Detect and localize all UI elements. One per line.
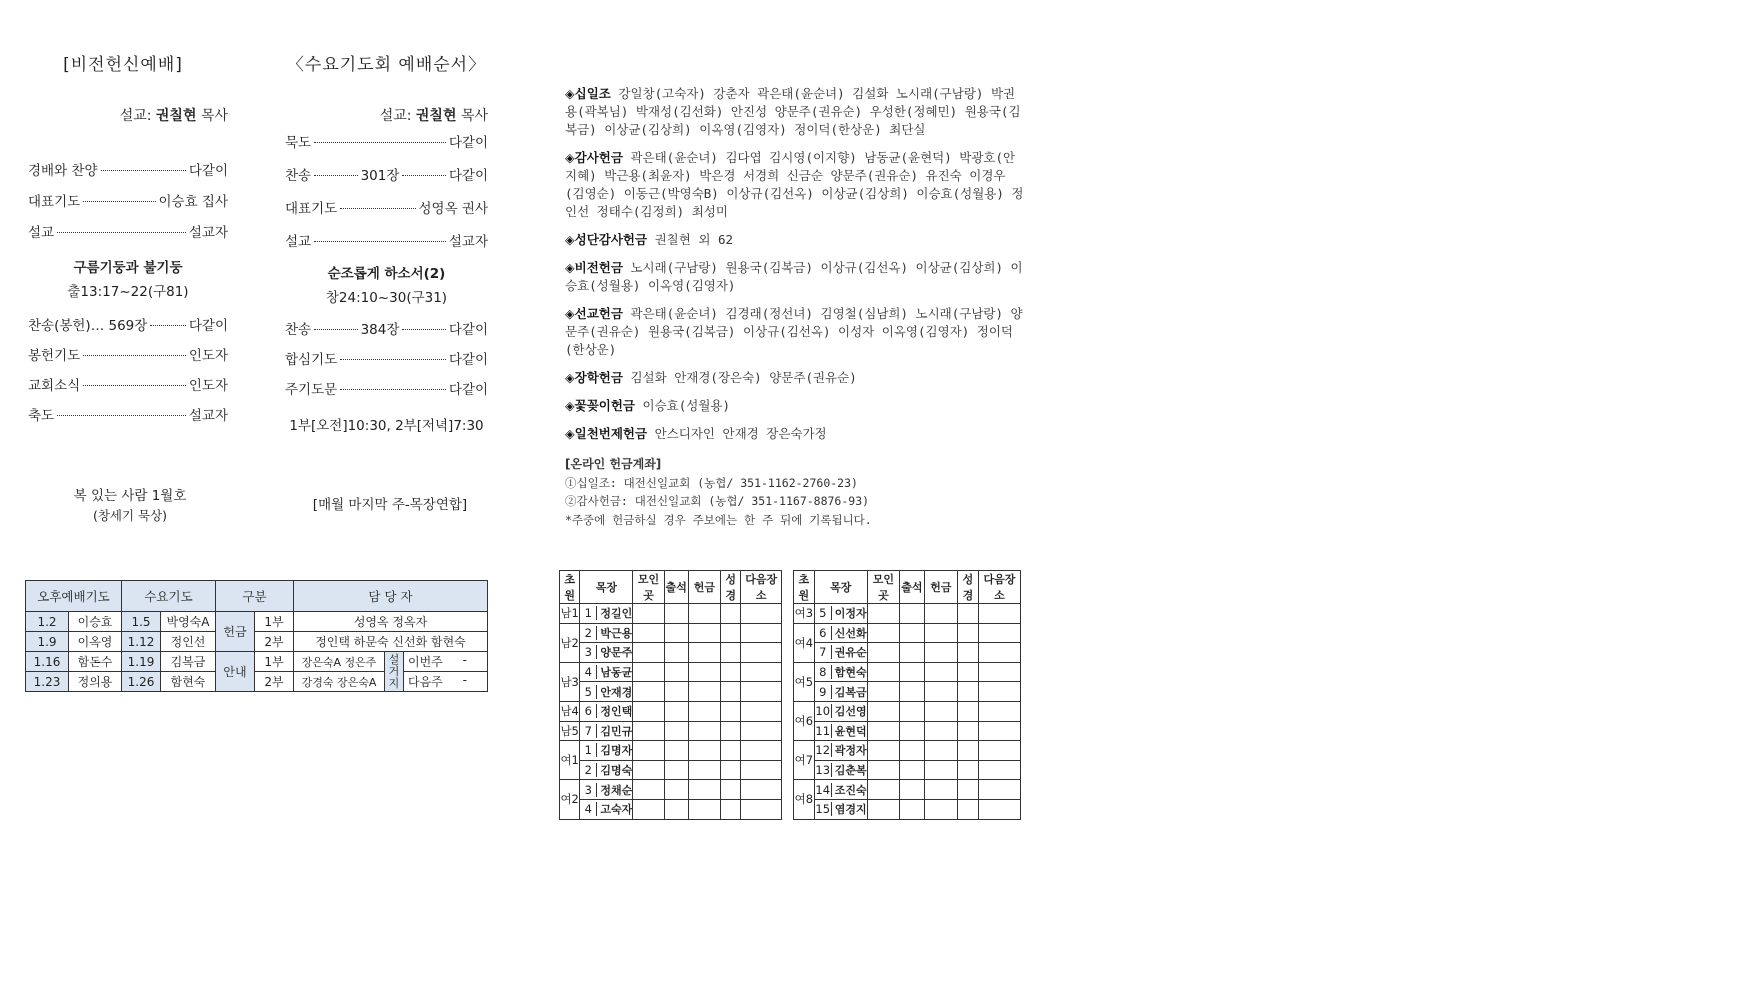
table-row: [560, 623, 782, 643]
sermon-reference: 창24:10~30(구31): [325, 290, 448, 306]
attendance-entry-cell: [664, 799, 688, 819]
order-item: 축도 설교자: [28, 408, 228, 424]
attendance-entry-cell: [633, 760, 664, 780]
table-row: [560, 799, 782, 819]
service-times: 1부[오전]10:30, 2부[저녁]7:30: [289, 418, 484, 434]
mokjang-cell: 4 남동균: [580, 662, 633, 682]
order-item: 봉헌기도 인도자: [28, 348, 228, 364]
evening-service-column: [28, 50, 228, 434]
attendance-entry-cell: [978, 780, 1020, 800]
table-header: 다음장소: [978, 571, 1020, 604]
table-header: 헌금: [924, 571, 957, 604]
mokjang-cell: 8 함현숙: [814, 662, 867, 682]
attendance-entry-cell: [978, 721, 1020, 741]
attendance-entry-cell: [664, 780, 688, 800]
devotional-book: 복 있는 사람 1월호 (창세기 묵상): [73, 488, 187, 523]
attendance-table-women: [793, 570, 1021, 820]
preacher-line: 설교: 권칠현 목사: [119, 108, 228, 124]
table-row: [560, 741, 782, 761]
order-item: 찬송(봉헌)… 569장 다같이: [28, 318, 228, 334]
attendance-entry-cell: [664, 721, 688, 741]
group-label: 남5: [560, 721, 580, 741]
attendance-entry-cell: [978, 662, 1020, 682]
table-row: [560, 721, 782, 741]
attendance-entry-cell: [900, 799, 925, 819]
attendance-entry-cell: [741, 760, 782, 780]
attendance-entry-cell: [741, 623, 782, 643]
table-header: 출석: [900, 571, 925, 604]
attendance-entry-cell: [958, 604, 979, 624]
attendance-entry-cell: [741, 799, 782, 819]
table-row: [794, 741, 1021, 761]
attendance-entry-cell: [900, 682, 925, 702]
table-header: 출석: [664, 571, 688, 604]
attendance-entry-cell: [688, 643, 720, 663]
attendance-entry-cell: [688, 799, 720, 819]
attendance-entry-cell: [900, 741, 925, 761]
attendance-entry-cell: [688, 682, 720, 702]
attendance-entry-cell: [958, 721, 979, 741]
attendance-entry-cell: [978, 682, 1020, 702]
attendance-entry-cell: [924, 741, 957, 761]
table-row: [560, 604, 782, 624]
group-label: 남3: [560, 662, 580, 701]
attendance-entry-cell: [924, 701, 957, 721]
attendance-entry-cell: [900, 760, 925, 780]
wednesday-service-column: [285, 50, 488, 434]
mokjang-cell: 10 김선영: [814, 701, 867, 721]
attendance-entry-cell: [924, 682, 957, 702]
attendance-entry-cell: [867, 799, 899, 819]
table-row: [560, 701, 782, 721]
preacher-name: 권칠현: [155, 108, 197, 124]
mokjang-cell: 14 조진숙: [814, 780, 867, 800]
preacher-line: 설교: 권칠현 목사: [379, 108, 488, 124]
attendance-entry-cell: [958, 780, 979, 800]
table-row: [794, 780, 1021, 800]
attendance-entry-cell: [741, 682, 782, 702]
order-item: 설교 설교자: [28, 225, 228, 241]
attendance-entry-cell: [867, 682, 899, 702]
group-label: 남2: [560, 623, 580, 662]
attendance-entry-cell: [741, 662, 782, 682]
mokjang-cell: 12 곽정자: [814, 741, 867, 761]
order-item: 교회소식 인도자: [28, 378, 228, 394]
attendance-entry-cell: [900, 662, 925, 682]
table-row: [794, 701, 1021, 721]
order-item: 합심기도 다같이: [285, 352, 488, 368]
attendance-entry-cell: [688, 623, 720, 643]
attendance-entry-cell: [867, 741, 899, 761]
table-row: [794, 682, 1021, 702]
attendance-entry-cell: [633, 701, 664, 721]
mokjang-cell: 3 양문주: [580, 643, 633, 663]
online-account-info: [온라인 헌금계좌] ①십일조: 대전신일교회 (농협/ 351-1162-2760-23) ②감사헌금: 대전신일교회 (농협/ 351-1167-8876-93) *주중에 헌금하실 경우 주보에는 한 주 뒤에 기록됩니다.: [565, 457, 872, 527]
attendance-entry-cell: [958, 682, 979, 702]
attendance-entry-cell: [958, 701, 979, 721]
attendance-entry-cell: [688, 604, 720, 624]
attendance-entry-cell: [958, 623, 979, 643]
attendance-entry-cell: [664, 741, 688, 761]
group-label: 여4: [794, 623, 815, 662]
attendance-entry-cell: [867, 760, 899, 780]
mokjang-cell: 3 정채순: [580, 780, 633, 800]
offering-entry: ◈감사헌금 곽은태(윤순녀) 김다엽 김시영(이지향) 남동균(윤현덕) 박광호(안지혜) 박근용(최윤자) 박은경 서경희 신금순 양문주(권유순) 유진숙 이경우(김영순) 이동근(박영숙B) 이상규(김선옥) 이상균(김상희) 이승효(성월용) 정인선 정태수(김정희) 최성미: [565, 150, 1024, 219]
table-row: 1.23 정의용 1.26 함현숙 2부 강경숙 장은숙A 다음주 -: [26, 672, 488, 692]
table-header: 다음장소: [741, 571, 782, 604]
attendance-entry-cell: [924, 721, 957, 741]
attendance-entry-cell: [633, 662, 664, 682]
attendance-entry-cell: [721, 760, 741, 780]
offering-entry: ◈성단감사헌금 권칠현 외 62: [565, 232, 734, 247]
table-row: [794, 760, 1021, 780]
attendance-entry-cell: [978, 741, 1020, 761]
table-row: [794, 799, 1021, 819]
attendance-entry-cell: [867, 604, 899, 624]
order-item: 찬송 301장 다같이: [285, 168, 488, 184]
mokjang-cell: 7 권유순: [814, 643, 867, 663]
sermon-title: 구름기둥과 불기둥: [73, 260, 183, 276]
group-label: 남1: [560, 604, 580, 624]
offering-entry: ◈십일조 강일창(고숙자) 강춘자 곽은태(윤순녀) 김설화 노시래(구남랑) 박권용(곽복님) 박재성(김선화) 안진성 양문주(권유순) 우성한(정혜민) 원용국(김복금) 이상균(김상희) 이옥영(김영자) 정이덕(한상운) 최단실: [565, 86, 1021, 137]
group-label: 여1: [560, 741, 580, 780]
table-row: 1.2 이승효 1.5 박영숙A 헌금 1부 성영옥 정옥자: [26, 612, 488, 632]
monthly-note: [매월 마지막 주-목장연합]: [312, 497, 468, 513]
attendance-entry-cell: [664, 604, 688, 624]
attendance-entry-cell: [633, 643, 664, 663]
attendance-entry-cell: [721, 780, 741, 800]
attendance-entry-cell: [900, 780, 925, 800]
attendance-entry-cell: [741, 701, 782, 721]
table-header: 구분: [216, 581, 294, 612]
table-header: 담 당 자: [294, 581, 488, 612]
attendance-entry-cell: [978, 799, 1020, 819]
offering-entry: ◈장학헌금 김설화 안재경(장은숙) 양문주(권유순): [565, 370, 857, 385]
group-label: 여2: [560, 780, 580, 819]
attendance-entry-cell: [978, 604, 1020, 624]
order-item: 묵도 다같이: [285, 135, 488, 151]
attendance-entry-cell: [664, 701, 688, 721]
group-label: 여8: [794, 780, 815, 819]
group-label: 여5: [794, 662, 815, 701]
evening-service-title: [비전헌신예배]: [63, 55, 183, 75]
table-row: [560, 662, 782, 682]
attendance-entry-cell: [924, 623, 957, 643]
mokjang-cell: 6 신선화: [814, 623, 867, 643]
mokjang-cell: 15 염경지: [814, 799, 867, 819]
wednesday-service-title: 〈수요기도회 예배순서〉: [286, 55, 487, 75]
mokjang-cell: 2 박근용: [580, 623, 633, 643]
attendance-entry-cell: [958, 799, 979, 819]
attendance-entry-cell: [721, 701, 741, 721]
attendance-entry-cell: [633, 682, 664, 702]
mokjang-cell: 1 김명자: [580, 741, 633, 761]
attendance-entry-cell: [924, 799, 957, 819]
preacher-name: 권칠현: [415, 108, 457, 124]
table-header: 성경: [958, 571, 979, 604]
attendance-entry-cell: [633, 780, 664, 800]
attendance-entry-cell: [867, 662, 899, 682]
attendance-entry-cell: [688, 741, 720, 761]
attendance-entry-cell: [633, 799, 664, 819]
attendance-entry-cell: [664, 662, 688, 682]
table-header: 목장: [814, 571, 867, 604]
attendance-entry-cell: [924, 760, 957, 780]
sermon-title: 순조롭게 하소서(2): [327, 266, 446, 282]
attendance-entry-cell: [741, 780, 782, 800]
attendance-entry-cell: [688, 721, 720, 741]
order-item: 주기도문 다같이: [285, 382, 488, 398]
attendance-entry-cell: [688, 662, 720, 682]
attendance-entry-cell: [741, 721, 782, 741]
mokjang-cell: 6 정인택: [580, 701, 633, 721]
attendance-entry-cell: [688, 780, 720, 800]
attendance-entry-cell: [958, 643, 979, 663]
attendance-entry-cell: [924, 662, 957, 682]
attendance-entry-cell: [867, 623, 899, 643]
attendance-entry-cell: [633, 721, 664, 741]
table-header: 모인곳: [633, 571, 664, 604]
mokjang-cell: 5 이정자: [814, 604, 867, 624]
table-row: [794, 721, 1021, 741]
attendance-entry-cell: [721, 643, 741, 663]
table-row: [794, 662, 1021, 682]
attendance-entry-cell: [721, 662, 741, 682]
table-row: [794, 604, 1021, 624]
mokjang-cell: 4 고숙자: [580, 799, 633, 819]
mokjang-cell: 5 안재경: [580, 682, 633, 702]
attendance-entry-cell: [664, 643, 688, 663]
offering-entry: ◈일천번제헌금 안스디자인 안재경 장은숙가정: [565, 426, 827, 441]
attendance-entry-cell: [867, 780, 899, 800]
group-label: 여7: [794, 741, 815, 780]
table-row: [794, 623, 1021, 643]
mokjang-cell: 13 김춘복: [814, 760, 867, 780]
attendance-entry-cell: [721, 721, 741, 741]
attendance-entry-cell: [978, 760, 1020, 780]
table-row: [560, 760, 782, 780]
attendance-entry-cell: [633, 623, 664, 643]
attendance-entry-cell: [688, 701, 720, 721]
attendance-entry-cell: [721, 799, 741, 819]
attendance-entry-cell: [958, 741, 979, 761]
attendance-table-men: [559, 570, 782, 820]
table-header: 목장: [580, 571, 633, 604]
table-row: [560, 682, 782, 702]
attendance-entry-cell: [924, 643, 957, 663]
attendance-entry-cell: [633, 604, 664, 624]
attendance-entry-cell: [741, 643, 782, 663]
attendance-entry-cell: [741, 604, 782, 624]
order-item: 대표기도 이승효 집사: [28, 194, 228, 210]
attendance-entry-cell: [900, 623, 925, 643]
sermon-reference: 출13:17~22(구81): [67, 284, 189, 300]
table-row: [560, 780, 782, 800]
table-header: 모인곳: [867, 571, 899, 604]
mokjang-cell: 11 윤현덕: [814, 721, 867, 741]
attendance-entry-cell: [958, 760, 979, 780]
offering-entry: ◈꽃꽂이헌금 이승효(성월용): [565, 398, 731, 413]
table-row: [560, 643, 782, 663]
attendance-entry-cell: [978, 623, 1020, 643]
table-header: 오후예배기도: [26, 581, 122, 612]
duty-table: [25, 580, 488, 692]
mokjang-cell: 7 김민규: [580, 721, 633, 741]
mokjang-cell: 2 김명숙: [580, 760, 633, 780]
offering-entry: ◈선교헌금 곽은태(윤순녀) 김경래(정선녀) 김영철(심남희) 노시래(구남랑) 양문주(권유순) 원용국(김복금) 이상규(김선옥) 이성자 이옥영(김영자) 정이덕(한상운): [565, 306, 1023, 357]
offering-entry: ◈비전헌금 노시래(구남랑) 원용국(김복금) 이상규(김선옥) 이상균(김상희) 이승효(성월용) 이옥영(김영자): [565, 260, 1023, 293]
attendance-entry-cell: [688, 760, 720, 780]
order-item: 경배와 찬양 다같이: [28, 163, 228, 179]
attendance-entry-cell: [900, 643, 925, 663]
table-row: 1.16 함돈수 1.19 김복금 안내 1부 장은숙A 정은주 설거지 이번주 -: [26, 652, 488, 672]
attendance-entry-cell: [867, 643, 899, 663]
group-label: 남4: [560, 701, 580, 721]
order-item: 대표기도 성영옥 권사: [285, 201, 488, 217]
table-header: 초원: [794, 571, 815, 604]
attendance-entry-cell: [958, 662, 979, 682]
attendance-entry-cell: [664, 682, 688, 702]
attendance-entry-cell: [867, 701, 899, 721]
attendance-entry-cell: [867, 721, 899, 741]
attendance-entry-cell: [978, 701, 1020, 721]
group-label: 여3: [794, 604, 815, 624]
table-row: [794, 643, 1021, 663]
attendance-entry-cell: [978, 643, 1020, 663]
attendance-entry-cell: [721, 623, 741, 643]
attendance-entry-cell: [721, 682, 741, 702]
table-header: 수요기도: [122, 581, 216, 612]
mokjang-cell: 1 정길인: [580, 604, 633, 624]
table-header: 초원: [560, 571, 580, 604]
offering-list: [565, 85, 1025, 453]
group-label: 여6: [794, 701, 815, 740]
attendance-entry-cell: [741, 741, 782, 761]
mokjang-cell: 9 김복금: [814, 682, 867, 702]
attendance-entry-cell: [721, 741, 741, 761]
attendance-entry-cell: [924, 780, 957, 800]
table-header: 성경: [721, 571, 741, 604]
table-header: 헌금: [688, 571, 720, 604]
table-row: 1.9 이옥영 1.12 정인선 2부 정인택 하문숙 신선화 함현숙: [26, 632, 488, 652]
attendance-entry-cell: [633, 741, 664, 761]
attendance-entry-cell: [900, 604, 925, 624]
order-item: 설교 설교자: [285, 234, 488, 250]
attendance-entry-cell: [924, 604, 957, 624]
attendance-entry-cell: [664, 623, 688, 643]
attendance-entry-cell: [900, 701, 925, 721]
attendance-entry-cell: [721, 604, 741, 624]
order-item: 찬송 384장 다같이: [285, 322, 488, 338]
attendance-entry-cell: [664, 760, 688, 780]
attendance-entry-cell: [900, 721, 925, 741]
